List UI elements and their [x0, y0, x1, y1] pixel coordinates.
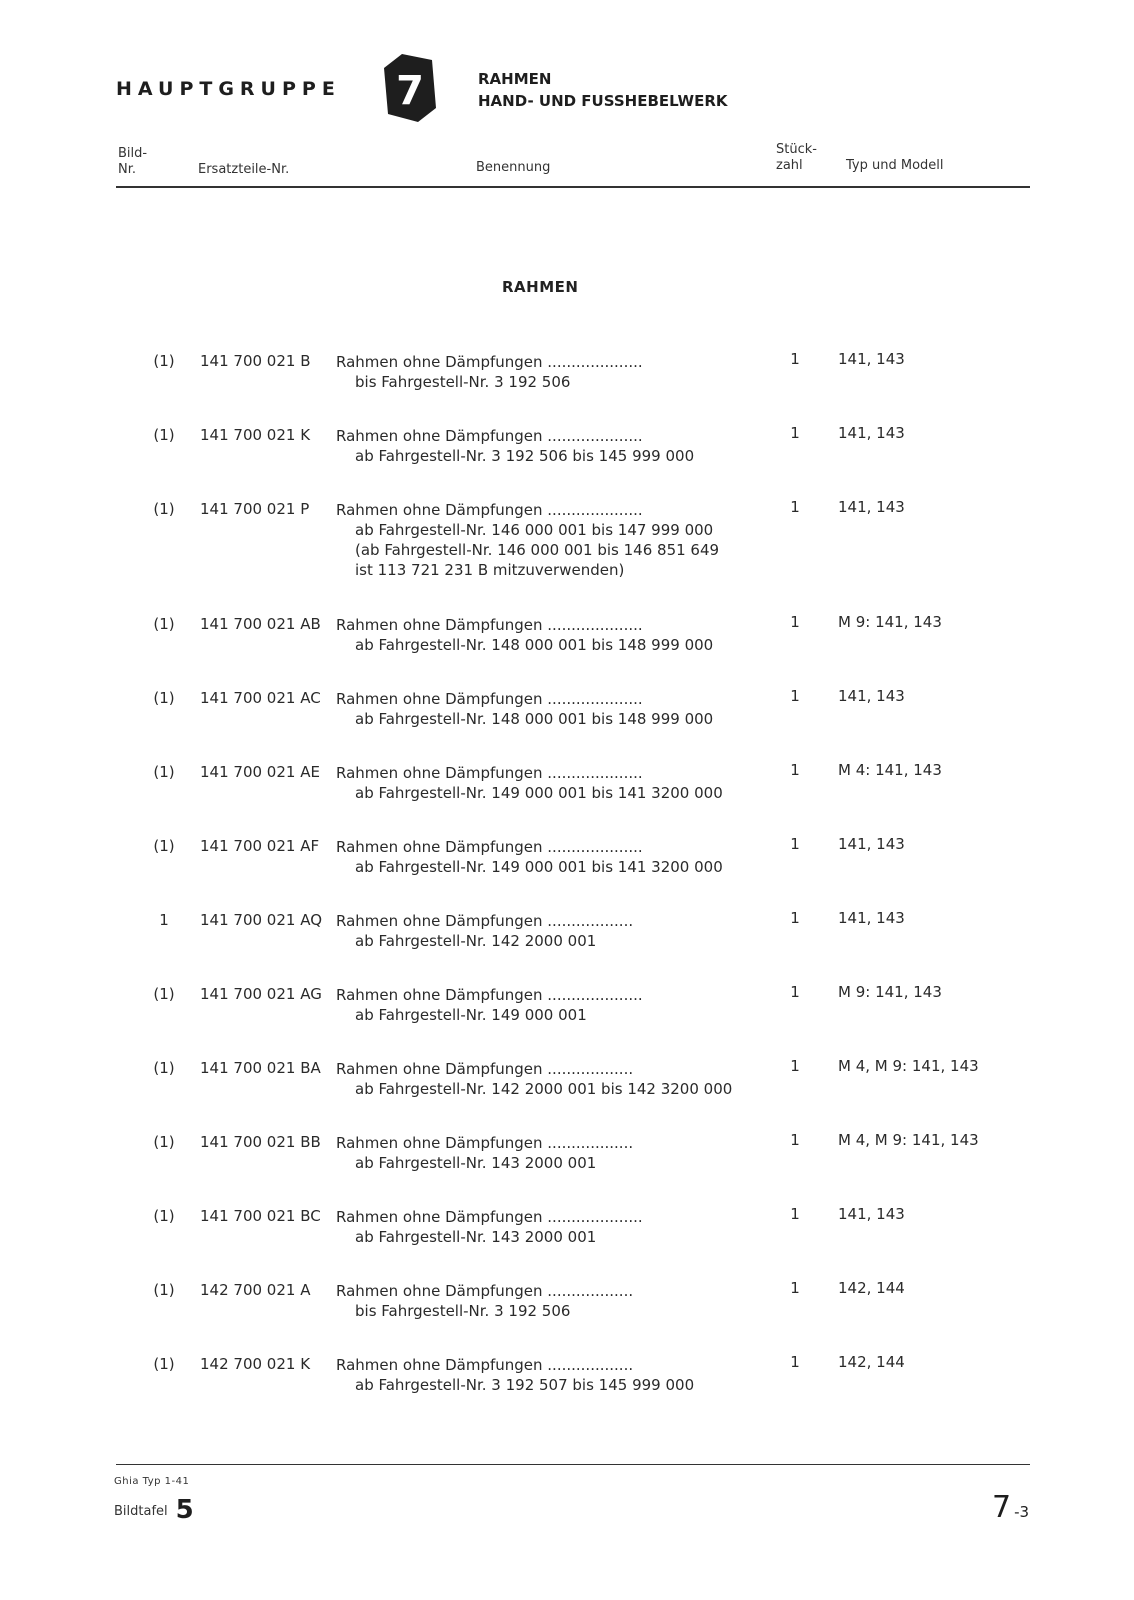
column-header-typ: Typ und Modell — [846, 158, 944, 173]
quantity: 1 — [790, 613, 800, 631]
bild-number: 1 — [159, 911, 169, 929]
quantity: 1 — [790, 687, 800, 705]
quantity: 1 — [790, 761, 800, 779]
header-rule — [116, 186, 1030, 188]
group-label: HAUPTGRUPPE — [116, 78, 341, 100]
part-name: Rahmen ohne Dämpfungen .................... — [336, 690, 643, 708]
footer-rule — [116, 1464, 1030, 1465]
part-note: ab Fahrgestell-Nr. 3 192 506 bis 145 999 000 — [355, 447, 695, 465]
table-row — [0, 1273, 1134, 1347]
column-header-bild-line1: Bild- — [118, 146, 148, 161]
table-row — [0, 344, 1134, 418]
group-badge-icon — [380, 52, 440, 124]
part-note: bis Fahrgestell-Nr. 3 192 506 — [355, 1302, 571, 1320]
part-note: ab Fahrgestell-Nr. 143 2000 001 — [355, 1228, 597, 1246]
quantity: 1 — [790, 1057, 800, 1075]
part-description — [336, 837, 723, 877]
quantity: 1 — [790, 498, 800, 516]
bild-number: (1) — [153, 689, 175, 707]
column-header-bild — [118, 146, 147, 178]
bildtafel-label: Bildtafel — [114, 1504, 168, 1519]
part-note: ab Fahrgestell-Nr. 143 2000 001 — [355, 1154, 597, 1172]
part-number: 142 700 021 A — [200, 1281, 311, 1299]
title-line-2: HAND- UND FUSSHEBELWERK — [478, 92, 728, 110]
type-model: 142, 144 — [838, 1279, 905, 1297]
bild-number: (1) — [153, 352, 175, 370]
part-name: Rahmen ohne Dämpfungen .................... — [336, 1208, 643, 1226]
part-description — [336, 689, 713, 729]
part-note: ab Fahrgestell-Nr. 148 000 001 bis 148 999 000 — [355, 710, 714, 728]
part-number: 141 700 021 AG — [200, 985, 322, 1003]
part-number: 141 700 021 P — [200, 500, 310, 518]
quantity: 1 — [790, 835, 800, 853]
column-header-name: Benennung — [476, 160, 551, 175]
group-number: 7 — [396, 68, 424, 114]
footer-bildtafel — [114, 1495, 194, 1525]
type-model: 141, 143 — [838, 1205, 905, 1223]
part-description — [336, 763, 723, 803]
table-row — [0, 681, 1134, 755]
parts-list — [0, 344, 1134, 1421]
part-note: ab Fahrgestell-Nr. 142 2000 001 bis 142 3200 000 — [355, 1080, 733, 1098]
group-number-badge — [380, 52, 440, 124]
part-number: 141 700 021 AB — [200, 615, 321, 633]
part-description — [336, 1281, 633, 1321]
part-name: Rahmen ohne Dämpfungen .................. — [336, 1356, 634, 1374]
part-number: 141 700 021 AF — [200, 837, 320, 855]
quantity: 1 — [790, 983, 800, 1001]
bild-number: (1) — [153, 1133, 175, 1151]
part-name: Rahmen ohne Dämpfungen .................... — [336, 838, 643, 856]
part-name: Rahmen ohne Dämpfungen .................... — [336, 353, 643, 371]
bild-number: (1) — [153, 837, 175, 855]
part-number: 142 700 021 K — [200, 1355, 311, 1373]
part-number: 141 700 021 BA — [200, 1059, 321, 1077]
table-row — [0, 492, 1134, 607]
part-note: ist 113 721 231 B mitzuverwenden) — [355, 561, 625, 579]
page-title — [478, 68, 728, 112]
table-row — [0, 607, 1134, 681]
bild-number: (1) — [153, 763, 175, 781]
part-number: 141 700 021 AQ — [200, 911, 322, 929]
footer-model: Ghia Typ 1-41 — [114, 1476, 190, 1487]
part-description — [336, 1355, 694, 1395]
part-name: Rahmen ohne Dämpfungen .................. — [336, 1134, 634, 1152]
type-model: 142, 144 — [838, 1353, 905, 1371]
table-row — [0, 418, 1134, 492]
part-number: 141 700 021 AE — [200, 763, 320, 781]
part-description — [336, 911, 633, 951]
type-model: 141, 143 — [838, 909, 905, 927]
part-name: Rahmen ohne Dämpfungen .................. — [336, 1282, 634, 1300]
page-number-main: 7 — [992, 1490, 1012, 1525]
table-row — [0, 1125, 1134, 1199]
section-title: RAHMEN — [502, 278, 579, 296]
quantity: 1 — [790, 1279, 800, 1297]
column-header-qty-line2: zahl — [776, 158, 803, 173]
type-model: 141, 143 — [838, 687, 905, 705]
part-number: 141 700 021 BC — [200, 1207, 321, 1225]
table-row — [0, 1051, 1134, 1125]
table-row — [0, 1347, 1134, 1421]
bild-number: (1) — [153, 985, 175, 1003]
part-number: 141 700 021 K — [200, 426, 311, 444]
part-description — [336, 1207, 643, 1247]
part-number: 141 700 021 AC — [200, 689, 321, 707]
type-model: 141, 143 — [838, 835, 905, 853]
type-model: M 4, M 9: 141, 143 — [838, 1131, 979, 1149]
quantity: 1 — [790, 350, 800, 368]
bild-number: (1) — [153, 1207, 175, 1225]
part-name: Rahmen ohne Dämpfungen .................... — [336, 616, 643, 634]
part-note: ab Fahrgestell-Nr. 149 000 001 — [355, 1006, 587, 1024]
table-row — [0, 977, 1134, 1051]
page-number-sub: -3 — [1014, 1503, 1030, 1521]
bild-number: (1) — [153, 1355, 175, 1373]
title-line-1: RAHMEN — [478, 70, 552, 88]
part-description — [336, 985, 643, 1025]
type-model: M 4, M 9: 141, 143 — [838, 1057, 979, 1075]
table-row — [0, 829, 1134, 903]
part-note: ab Fahrgestell-Nr. 3 192 507 bis 145 999 000 — [355, 1376, 695, 1394]
part-name: Rahmen ohne Dämpfungen .................. — [336, 1060, 634, 1078]
part-note: ab Fahrgestell-Nr. 142 2000 001 — [355, 932, 597, 950]
part-description — [336, 426, 694, 466]
type-model: M 4: 141, 143 — [838, 761, 942, 779]
bild-number: (1) — [153, 500, 175, 518]
quantity: 1 — [790, 1353, 800, 1371]
quantity: 1 — [790, 424, 800, 442]
part-description — [336, 615, 713, 655]
part-note: ab Fahrgestell-Nr. 149 000 001 bis 141 3200 000 — [355, 784, 723, 802]
part-name: Rahmen ohne Dämpfungen .................... — [336, 501, 643, 519]
bild-number: (1) — [153, 426, 175, 444]
table-row — [0, 903, 1134, 977]
part-number: 141 700 021 B — [200, 352, 311, 370]
type-model: 141, 143 — [838, 424, 905, 442]
part-description — [336, 500, 719, 580]
column-header-qty — [776, 142, 817, 174]
part-description — [336, 352, 643, 392]
part-note: ab Fahrgestell-Nr. 148 000 001 bis 148 999 000 — [355, 636, 714, 654]
part-description — [336, 1059, 732, 1099]
quantity: 1 — [790, 909, 800, 927]
table-row — [0, 1199, 1134, 1273]
part-note: (ab Fahrgestell-Nr. 146 000 001 bis 146 851 649 — [355, 541, 720, 559]
column-header-qty-line1: Stück- — [776, 142, 817, 157]
part-note: ab Fahrgestell-Nr. 146 000 001 bis 147 999 000 — [355, 521, 714, 539]
bildtafel-number: 5 — [175, 1495, 194, 1525]
column-header-part: Ersatzteile-Nr. — [198, 162, 290, 177]
part-note: bis Fahrgestell-Nr. 3 192 506 — [355, 373, 571, 391]
part-note: ab Fahrgestell-Nr. 149 000 001 bis 141 3200 000 — [355, 858, 723, 876]
part-name: Rahmen ohne Dämpfungen .................... — [336, 764, 643, 782]
part-name: Rahmen ohne Dämpfungen .................... — [336, 986, 643, 1004]
bild-number: (1) — [153, 615, 175, 633]
part-number: 141 700 021 BB — [200, 1133, 321, 1151]
bild-number: (1) — [153, 1281, 175, 1299]
page-number — [992, 1490, 1029, 1525]
bild-number: (1) — [153, 1059, 175, 1077]
table-row — [0, 755, 1134, 829]
type-model: 141, 143 — [838, 350, 905, 368]
part-name: Rahmen ohne Dämpfungen .................. — [336, 912, 634, 930]
part-name: Rahmen ohne Dämpfungen .................... — [336, 427, 643, 445]
part-description — [336, 1133, 633, 1173]
quantity: 1 — [790, 1205, 800, 1223]
quantity: 1 — [790, 1131, 800, 1149]
column-header-bild-line2: Nr. — [118, 162, 137, 177]
type-model: 141, 143 — [838, 498, 905, 516]
type-model: M 9: 141, 143 — [838, 613, 942, 631]
type-model: M 9: 141, 143 — [838, 983, 942, 1001]
